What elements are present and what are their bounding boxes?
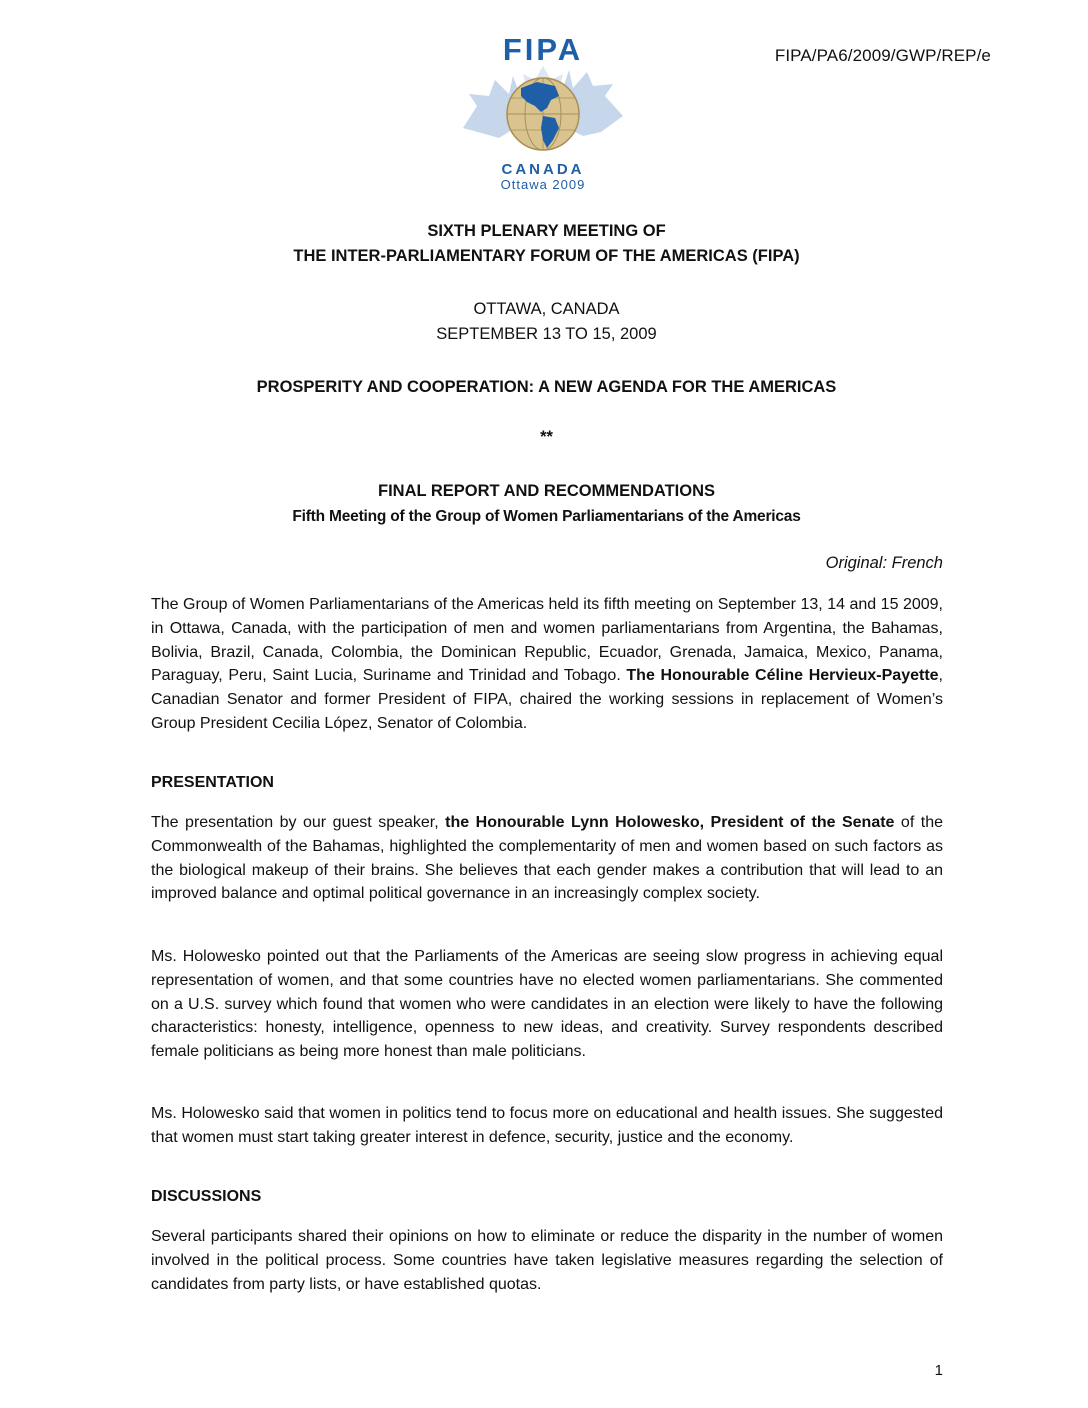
fipa-canada-logo xyxy=(455,36,630,192)
report-heading xyxy=(150,479,943,529)
meeting-title-line1: SIXTH PLENARY MEETING OF xyxy=(427,222,666,240)
presentation-heading: PRESENTATION xyxy=(151,774,274,791)
intro-paragraph xyxy=(151,593,943,736)
meeting-title-line2: THE INTER-PARLIAMENTARY FORUM OF THE AMERICAS (FIPA) xyxy=(293,247,800,265)
presentation-speaker-name: the Honourable Lynn Holowesko, President of the Senate xyxy=(445,814,895,831)
meeting-theme: PROSPERITY AND COOPERATION: A NEW AGENDA FOR THE AMERICAS xyxy=(256,378,837,396)
logo-city-year: Ottawa 2009 xyxy=(500,177,586,192)
intro-chair-name: The Honourable Céline Hervieux-Payette xyxy=(626,667,939,685)
intro-text-b: , Canadian Senator and former President of FIPA, chaired the working sessions in replacement of Women’s Group President Cecilia López, Senator of Colombia. xyxy=(151,667,943,732)
report-title: FINAL REPORT AND RECOMMENDATIONS xyxy=(377,482,716,500)
section-separator: ** xyxy=(540,428,553,446)
presentation-paragraph xyxy=(151,811,943,906)
meeting-location-dates xyxy=(150,297,943,347)
presentation-text-b: of the Commonwealth of the Bahamas, highlighted the complementarity of men and women based on such factors as the biological makeup of their brains. She believes that each gender makes a contribution that will lead to an improved balance and optimal political governance in an increasingly complex society. xyxy=(151,814,944,903)
discussions-heading: DISCUSSIONS xyxy=(151,1188,262,1205)
presentation-text-a: The presentation by our guest speaker, xyxy=(151,814,446,831)
meeting-location: OTTAWA, CANADA xyxy=(473,300,620,318)
logo-country: CANADA xyxy=(501,161,585,178)
intro-text-a: The Group of Women Parliamentarians of the Americas held its fifth meeting on September 13, 14 and 15 2009, in Ottawa, Canada, with the participation of men and women parliamentarians from Argentina, the Bahamas, Bolivia, Brazil, Canada, Colombia, the Dominican Republic, Ecuador, Grenada, Jamaica, Mexico, Panama, Paraguay, Peru, Saint Lucia, Suriname and Trinidad and Tobago. xyxy=(151,596,943,685)
original-language-note: Original: French xyxy=(825,554,943,572)
page-number: 1 xyxy=(934,1362,943,1379)
holowesko-text-1: Ms. Holowesko pointed out that the Parliaments of the Americas are seeing slow progress in achieving equal representation of women, and that some countries have no elected women parliamentarians. She commented on a U.S. survey which found that women who were candidates in an election were likely to have the following characteristics: honesty, intelligence, openness to new ideas, and creativity. Survey respondents described female politicians as being more honest than male politicians. xyxy=(151,948,943,1061)
logo-acronym: FIPA xyxy=(502,36,584,67)
report-subtitle: Fifth Meeting of the Group of Women Parliamentarians of the Americas xyxy=(292,508,801,525)
holowesko-paragraph-2 xyxy=(151,1102,943,1150)
meeting-dates: SEPTEMBER 13 TO 15, 2009 xyxy=(436,325,657,343)
document-reference: FIPA/PA6/2009/GWP/REP/e xyxy=(774,46,991,65)
discussions-text: Several participants shared their opinions on how to eliminate or reduce the disparity in the number of women involved in the political process. Some countries have taken legislative measures regarding the selection of candidates from party lists, or have established quotas. xyxy=(151,1228,943,1293)
discussions-paragraph xyxy=(151,1225,943,1296)
meeting-title xyxy=(150,219,943,269)
holowesko-paragraph-1 xyxy=(151,945,943,1064)
holowesko-text-2: Ms. Holowesko said that women in politics tend to focus more on educational and health issues. She suggested that women must start taking greater interest in defence, security, justice and the economy. xyxy=(151,1105,943,1146)
